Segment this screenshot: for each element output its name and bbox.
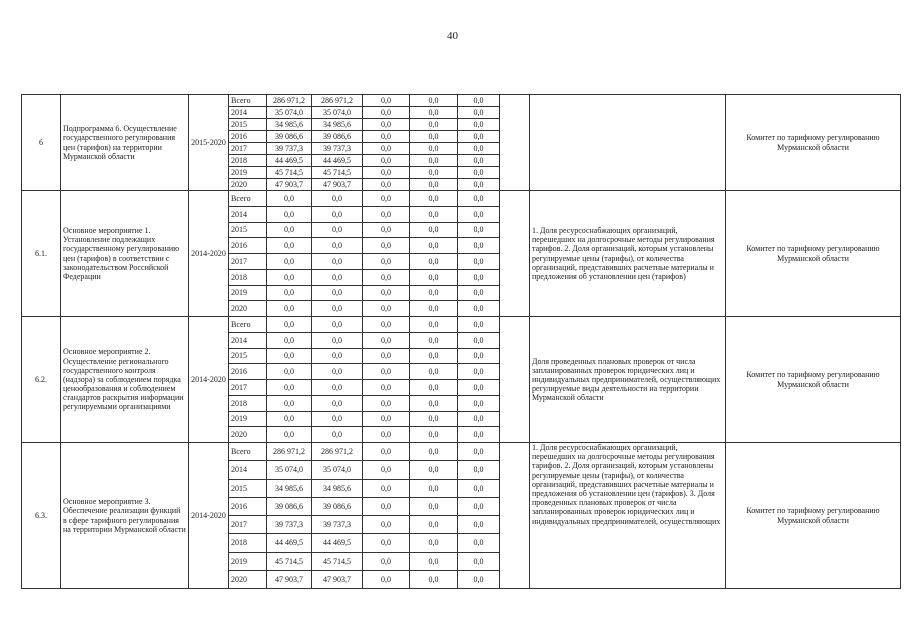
regional-cell: 0,0	[312, 238, 363, 254]
regional-cell: 286 971,2	[312, 443, 363, 461]
total-cell: 47 903,7	[267, 570, 312, 588]
year-cell: Всего	[229, 191, 267, 207]
federal-cell: 0,0	[363, 285, 410, 301]
other-cell: 0,0	[458, 497, 500, 515]
other-cell: 0,0	[458, 238, 500, 254]
other-cell: 0,0	[458, 107, 500, 119]
other-cell: 0,0	[458, 119, 500, 131]
local-cell: 0,0	[410, 411, 458, 427]
other-cell: 0,0	[458, 167, 500, 179]
other-cell: 0,0	[458, 411, 500, 427]
year-cell: 2016	[229, 497, 267, 515]
federal-cell: 0,0	[363, 269, 410, 285]
other-cell: 0,0	[458, 301, 500, 317]
total-cell: 35 074,0	[267, 461, 312, 479]
local-cell: 0,0	[410, 119, 458, 131]
federal-cell: 0,0	[363, 95, 410, 107]
empty-cell	[500, 191, 530, 317]
section-number: 6.2.	[22, 317, 61, 443]
total-cell: 0,0	[267, 269, 312, 285]
other-cell: 0,0	[458, 461, 500, 479]
other-cell: 0,0	[458, 427, 500, 443]
year-cell: 2019	[229, 285, 267, 301]
federal-cell: 0,0	[363, 497, 410, 515]
total-cell: 35 074,0	[267, 107, 312, 119]
regional-cell: 44 469,5	[312, 534, 363, 552]
total-cell: 45 714,5	[267, 552, 312, 570]
year-cell: 2014	[229, 206, 267, 222]
regional-cell: 0,0	[312, 317, 363, 333]
federal-cell: 0,0	[363, 364, 410, 380]
year-cell: 2020	[229, 179, 267, 191]
local-cell: 0,0	[410, 348, 458, 364]
indicators-text: 1. Доля ресурсоснабжающих организаций, перешедших на долгосрочные методы регулирования тарифов. 2. Доля организаций, которым установлены регулируемые цены (тарифы), от количества организаций, представивших расчетные материалы и предложения об установлении цен (тарифов). 3. Доля проведенных плановых проверок от числа запланированных проверок юридических лиц и индивидуальных предпринимателей, осуществляющих	[532, 443, 721, 526]
federal-cell: 0,0	[363, 206, 410, 222]
year-cell: 2018	[229, 395, 267, 411]
federal-cell: 0,0	[363, 222, 410, 238]
other-cell: 0,0	[458, 95, 500, 107]
federal-cell: 0,0	[363, 427, 410, 443]
local-cell: 0,0	[410, 332, 458, 348]
regional-cell: 0,0	[312, 380, 363, 396]
regional-cell: 34 985,6	[312, 479, 363, 497]
regional-cell: 0,0	[312, 254, 363, 270]
regional-cell: 0,0	[312, 364, 363, 380]
local-cell: 0,0	[410, 364, 458, 380]
section-number: 6.3.	[22, 443, 61, 589]
executor-text: Комитет по тарифному регулированию Мурманской области	[746, 244, 880, 263]
regional-cell: 39 737,3	[312, 143, 363, 155]
other-cell: 0,0	[458, 479, 500, 497]
local-cell: 0,0	[410, 155, 458, 167]
other-cell: 0,0	[458, 269, 500, 285]
total-cell: 39 737,3	[267, 143, 312, 155]
federal-cell: 0,0	[363, 332, 410, 348]
regional-cell: 47 903,7	[312, 179, 363, 191]
total-cell: 0,0	[267, 395, 312, 411]
page-number: 40	[447, 30, 458, 42]
section-name-text: Подпрограмма 6. Осуществление государственного регулирования цен (тарифов) на территории Мурманской области	[63, 124, 177, 161]
indicators-text: Доля проведенных плановых проверок от числа запланированных проверок юридических лиц и индивидуальных предпринимателей, осуществляющих регулируемые виды деятельности на территории Мурманской области	[532, 356, 721, 403]
other-cell: 0,0	[458, 364, 500, 380]
local-cell: 0,0	[410, 301, 458, 317]
section-name-text: Основное мероприятие 3. Обеспечение реализации функций в сфере тарифного регулирования на территории Мурманской области	[63, 497, 186, 534]
other-cell: 0,0	[458, 131, 500, 143]
year-cell: Всего	[229, 317, 267, 333]
section-name	[61, 95, 189, 191]
year-cell: 2020	[229, 570, 267, 588]
other-cell: 0,0	[458, 332, 500, 348]
year-cell: 2017	[229, 254, 267, 270]
year-cell: 2015	[229, 222, 267, 238]
federal-cell: 0,0	[363, 516, 410, 534]
local-cell: 0,0	[410, 395, 458, 411]
regional-cell: 44 469,5	[312, 155, 363, 167]
federal-cell: 0,0	[363, 191, 410, 207]
year-cell: 2020	[229, 427, 267, 443]
local-cell: 0,0	[410, 269, 458, 285]
regional-cell: 0,0	[312, 269, 363, 285]
executor-cell	[726, 191, 901, 317]
local-cell: 0,0	[410, 95, 458, 107]
federal-cell: 0,0	[363, 119, 410, 131]
section-name-text: Основное мероприятие 2. Осуществление регионального государственного контроля (надзора) за соблюдением порядка ценообразования и соблюдением стандартов раскрытия информации регулируемыми организациями	[63, 347, 184, 412]
regional-cell: 45 714,5	[312, 552, 363, 570]
local-cell: 0,0	[410, 552, 458, 570]
federal-cell: 0,0	[363, 380, 410, 396]
indicators-cell	[530, 443, 726, 589]
local-cell: 0,0	[410, 222, 458, 238]
total-cell: 286 971,2	[267, 443, 312, 461]
total-cell: 0,0	[267, 301, 312, 317]
total-cell: 47 903,7	[267, 179, 312, 191]
federal-cell: 0,0	[363, 301, 410, 317]
year-cell: 2014	[229, 332, 267, 348]
table-row	[22, 443, 901, 461]
executor-cell	[726, 443, 901, 589]
total-cell: 0,0	[267, 238, 312, 254]
local-cell: 0,0	[410, 570, 458, 588]
other-cell: 0,0	[458, 534, 500, 552]
local-cell: 0,0	[410, 317, 458, 333]
section-period: 2014-2020	[189, 191, 229, 317]
local-cell: 0,0	[410, 285, 458, 301]
local-cell: 0,0	[410, 191, 458, 207]
total-cell: 0,0	[267, 380, 312, 396]
federal-cell: 0,0	[363, 107, 410, 119]
regional-cell: 0,0	[312, 206, 363, 222]
federal-cell: 0,0	[363, 179, 410, 191]
other-cell: 0,0	[458, 285, 500, 301]
year-cell: 2018	[229, 534, 267, 552]
section-name	[61, 443, 189, 589]
regional-cell: 39 737,3	[312, 516, 363, 534]
indicators-cell	[530, 191, 726, 317]
empty-cell	[500, 317, 530, 443]
indicators-text: 1. Доля ресурсоснабжающих организаций, перешедших на долгосрочные методы регулирования тарифов. 2. Доля организаций, которым установлены регулируемые цены (тарифы), от количества организаций, представивших расчетные материалы и предложения об установлении цен (тарифов)	[532, 225, 715, 281]
year-cell: 2016	[229, 131, 267, 143]
regional-cell: 0,0	[312, 301, 363, 317]
local-cell: 0,0	[410, 534, 458, 552]
other-cell: 0,0	[458, 222, 500, 238]
year-cell: 2016	[229, 364, 267, 380]
empty-cell	[500, 443, 530, 589]
section-period: 2015-2020	[189, 95, 229, 191]
year-cell: Всего	[229, 443, 267, 461]
year-cell: 2014	[229, 107, 267, 119]
other-cell: 0,0	[458, 155, 500, 167]
year-cell: 2015	[229, 348, 267, 364]
year-cell: 2014	[229, 461, 267, 479]
total-cell: 44 469,5	[267, 534, 312, 552]
section-name	[61, 191, 189, 317]
local-cell: 0,0	[410, 380, 458, 396]
total-cell: 0,0	[267, 332, 312, 348]
total-cell: 0,0	[267, 427, 312, 443]
executor-cell	[726, 95, 901, 191]
federal-cell: 0,0	[363, 238, 410, 254]
federal-cell: 0,0	[363, 443, 410, 461]
total-cell: 0,0	[267, 206, 312, 222]
total-cell: 34 985,6	[267, 479, 312, 497]
regional-cell: 0,0	[312, 427, 363, 443]
federal-cell: 0,0	[363, 479, 410, 497]
federal-cell: 0,0	[363, 411, 410, 427]
year-cell: 2017	[229, 516, 267, 534]
total-cell: 0,0	[267, 191, 312, 207]
regional-cell: 45 714,5	[312, 167, 363, 179]
regional-cell: 0,0	[312, 411, 363, 427]
federal-cell: 0,0	[363, 348, 410, 364]
total-cell: 45 714,5	[267, 167, 312, 179]
table-row	[22, 317, 901, 333]
other-cell: 0,0	[458, 317, 500, 333]
total-cell: 39 086,6	[267, 497, 312, 515]
year-cell: 2019	[229, 552, 267, 570]
federal-cell: 0,0	[363, 552, 410, 570]
year-cell: 2015	[229, 479, 267, 497]
year-cell: 2020	[229, 301, 267, 317]
federal-cell: 0,0	[363, 143, 410, 155]
other-cell: 0,0	[458, 348, 500, 364]
total-cell: 286 971,2	[267, 95, 312, 107]
regional-cell: 35 074,0	[312, 107, 363, 119]
regional-cell: 39 086,6	[312, 497, 363, 515]
total-cell: 0,0	[267, 285, 312, 301]
other-cell: 0,0	[458, 206, 500, 222]
other-cell: 0,0	[458, 143, 500, 155]
total-cell: 0,0	[267, 317, 312, 333]
indicators-cell	[530, 95, 726, 191]
table-row	[22, 95, 901, 107]
federal-cell: 0,0	[363, 254, 410, 270]
executor-text: Комитет по тарифному регулированию Мурманской области	[746, 133, 880, 152]
regional-cell: 0,0	[312, 222, 363, 238]
year-cell: 2017	[229, 143, 267, 155]
local-cell: 0,0	[410, 427, 458, 443]
local-cell: 0,0	[410, 143, 458, 155]
total-cell: 34 985,6	[267, 119, 312, 131]
local-cell: 0,0	[410, 443, 458, 461]
other-cell: 0,0	[458, 552, 500, 570]
other-cell: 0,0	[458, 191, 500, 207]
total-cell: 39 737,3	[267, 516, 312, 534]
regional-cell: 0,0	[312, 191, 363, 207]
local-cell: 0,0	[410, 179, 458, 191]
federal-cell: 0,0	[363, 317, 410, 333]
local-cell: 0,0	[410, 516, 458, 534]
year-cell: 2018	[229, 155, 267, 167]
other-cell: 0,0	[458, 380, 500, 396]
regional-cell: 0,0	[312, 348, 363, 364]
regional-cell: 0,0	[312, 285, 363, 301]
regional-cell: 0,0	[312, 332, 363, 348]
year-cell: Всего	[229, 95, 267, 107]
section-name	[61, 317, 189, 443]
other-cell: 0,0	[458, 516, 500, 534]
local-cell: 0,0	[410, 167, 458, 179]
year-cell: 2019	[229, 167, 267, 179]
federal-cell: 0,0	[363, 167, 410, 179]
year-cell: 2015	[229, 119, 267, 131]
regional-cell: 39 086,6	[312, 131, 363, 143]
local-cell: 0,0	[410, 254, 458, 270]
year-cell: 2019	[229, 411, 267, 427]
local-cell: 0,0	[410, 461, 458, 479]
other-cell: 0,0	[458, 570, 500, 588]
other-cell: 0,0	[458, 254, 500, 270]
section-period: 2014-2020	[189, 317, 229, 443]
total-cell: 0,0	[267, 411, 312, 427]
regional-cell: 0,0	[312, 395, 363, 411]
regional-cell: 47 903,7	[312, 570, 363, 588]
other-cell: 0,0	[458, 443, 500, 461]
table-row	[22, 191, 901, 207]
total-cell: 0,0	[267, 364, 312, 380]
regional-cell: 286 971,2	[312, 95, 363, 107]
federal-cell: 0,0	[363, 534, 410, 552]
local-cell: 0,0	[410, 479, 458, 497]
executor-text: Комитет по тарифному регулированию Мурманской области	[746, 506, 880, 525]
program-table	[21, 94, 901, 589]
executor-text: Комитет по тарифному регулированию Мурманской области	[746, 370, 880, 389]
total-cell: 44 469,5	[267, 155, 312, 167]
year-cell: 2017	[229, 380, 267, 396]
regional-cell: 35 074,0	[312, 461, 363, 479]
total-cell: 0,0	[267, 348, 312, 364]
regional-cell: 34 985,6	[312, 119, 363, 131]
federal-cell: 0,0	[363, 131, 410, 143]
local-cell: 0,0	[410, 238, 458, 254]
total-cell: 0,0	[267, 254, 312, 270]
other-cell: 0,0	[458, 395, 500, 411]
federal-cell: 0,0	[363, 395, 410, 411]
local-cell: 0,0	[410, 497, 458, 515]
federal-cell: 0,0	[363, 155, 410, 167]
year-cell: 2018	[229, 269, 267, 285]
other-cell: 0,0	[458, 179, 500, 191]
section-number: 6	[22, 95, 61, 191]
total-cell: 39 086,6	[267, 131, 312, 143]
local-cell: 0,0	[410, 206, 458, 222]
federal-cell: 0,0	[363, 461, 410, 479]
total-cell: 0,0	[267, 222, 312, 238]
empty-cell	[500, 95, 530, 191]
section-period: 2014-2020	[189, 443, 229, 589]
indicators-cell	[530, 317, 726, 443]
executor-cell	[726, 317, 901, 443]
section-number: 6.1.	[22, 191, 61, 317]
local-cell: 0,0	[410, 107, 458, 119]
year-cell: 2016	[229, 238, 267, 254]
section-name-text: Основное мероприятие 1. Установление подлежащих государственному регулированию цен (тарифов) в соответствии с законодательством Российской Федерации	[63, 225, 180, 281]
federal-cell: 0,0	[363, 570, 410, 588]
local-cell: 0,0	[410, 131, 458, 143]
